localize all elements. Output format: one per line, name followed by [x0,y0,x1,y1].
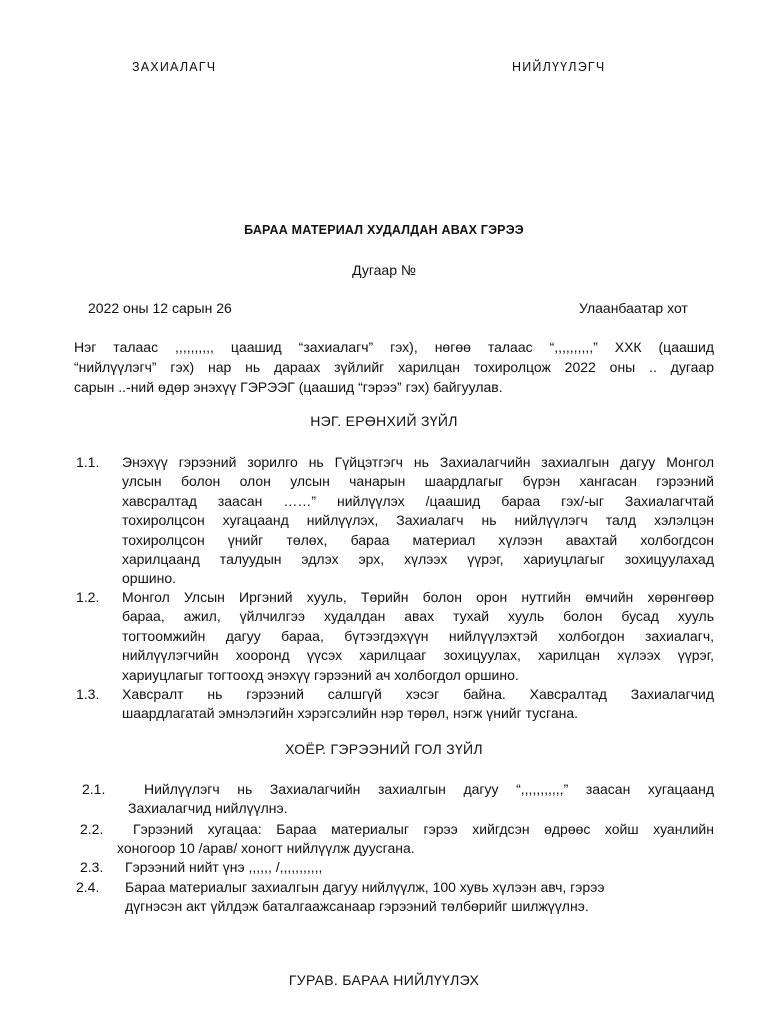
clause-line: Захиалагчид нийлүүлнэ. [128,800,288,817]
clause-line: Гэрээний нийт үнэ ,,,,,, /,,,,,,,,,,, [125,859,323,875]
clause-number: 1.1. [76,454,100,470]
clause-line: Монгол Улсын Иргэний хууль, Төрийн болон орон нутгийн өмчийн хөрөнгөөр [122,589,714,605]
clause-number: 2.1. [82,781,106,797]
clause-line: шаардлагатай эмнэлэгийн хэрэгсэлийн нэр төрөл, нэгж үнийг тусгана. [122,705,579,722]
supplier-label: НИЙЛҮҮЛЭГЧ [512,60,606,74]
clause-line: хоногоор 10 /арав/ хоногт нийлүүлж дуусгана. [117,840,415,857]
clause-line: тогтоомжийн дагуу бараа, бүтээгдэхүүн нийлүүлэхтэй холбогдон захиалагч, [122,627,714,644]
clause-line: харилцаанд талуудын эдлэх эрх, хүлээх үүрэг, хариуцлагыг зохицуулахад [122,550,714,567]
clause-line: тохиролцсон үнийг төлөх, бараа материал хүлээн авахтай холбогдсон [122,531,714,548]
clause-line: бараа, ажил, үйлчилгээ худалдан авах тухай хууль болон бусад хууль [122,608,714,625]
clause-body [125,858,715,877]
document-city: Улаанбаатар хот [579,300,688,316]
clause-number: 2.2. [80,821,104,837]
clause-body [128,780,714,819]
clause-line: Энэхүү гэрээний зорилго нь Гүйцэтгэгч нь Захиалагчийн захиалгын дагуу Монгол [122,454,714,470]
intro-line: Нэг талаас ,,,,,,,,,, цаашид “захиалагч” гэх), нөгөө талаас “,,,,,,,,,,” ХХК (цаашид [74,339,714,355]
intro-line: “нийлүүлэгч” гэх) нар нь дараах зүйлийг харилцан тохиролцож 2022 оны .. дугаар [74,359,714,375]
clause-line: Нийлүүлэгч нь Захиалагчийн захиалгын дагуу “,,,,,,,,,,,” заасан хугацаанд [144,781,714,797]
clause-body [117,820,714,859]
clause-line: дүгнэсэн акт үйлдэж баталгаажсанаар гэрээний төлбөрийг шилжүүлнэ. [125,898,589,915]
customer-label: ЗАХИАЛАГЧ [132,60,217,74]
clause-line: хариуцлагыг тогтоохд энэхүү гэрээний ач холбогдол оршино. [122,666,519,683]
clause-body [125,878,715,917]
clause-line: Бараа материалыг захиалгын дагуу нийлүүлж, 100 хувь хүлээн авч, гэрээ [125,879,605,895]
clause-line: оршино. [122,570,177,587]
clause-number: 1.2. [76,589,100,605]
section-1-title: НЭГ. ЕРӨНХИЙ ЗҮЙЛ [310,413,458,429]
clause-number: 2.3. [80,859,104,875]
clause-line: улсын болон олон улсын чанарын шаардлагыг бүрэн хангасан гэрээний [122,473,714,490]
intro-paragraph [74,337,714,397]
clause-line: нийлүүлэгчийн хооронд үүсэх харилцааг зохицуулах, харилцан хүлээх үүрэг, [122,647,714,664]
section-3-title: ГУРАВ. БАРАА НИЙЛҮҮЛЭХ [288,972,480,988]
clause-line: Гэрээний хугацаа: Бараа материалыг гэрээ хийгдсэн өдрөөс хойш хуанлийн [133,821,714,837]
section-2-title: ХОЁР. ГЭРЭЭНИЙ ГОЛ ЗҮЙЛ [285,741,483,757]
clause-body [122,588,714,685]
document-date: 2022 оны 12 сарын 26 [88,300,232,316]
clause-body [122,685,714,724]
clause-line: хавсралтад заасан ……” нийлүүлэх /цаашид бараа гэх/-ыг Захиалагчтай [122,492,714,509]
document-number: Дугаар № [352,262,416,278]
clause-number: 2.4. [76,879,100,895]
intro-line: сарын ..-ний өдөр энэхүү ГЭРЭЭГ (цаашид “гэрээ” гэх) байгуулав. [74,379,503,395]
clause-number: 1.3. [76,686,100,702]
clause-body [122,453,714,589]
clause-line: Хавсралт нь гэрээний салшгүй хэсэг байна. Хавсралтад Захиалагчид [122,686,714,702]
document-title: БАРАА МАТЕРИАЛ ХУДАЛДАН АВАХ ГЭРЭЭ [244,223,524,237]
clause-line: тохиролцсон хугацаанд нийлүүлэх, Захиалагч нь нийлүүлэгч талд хэлэлцэн [122,512,714,529]
